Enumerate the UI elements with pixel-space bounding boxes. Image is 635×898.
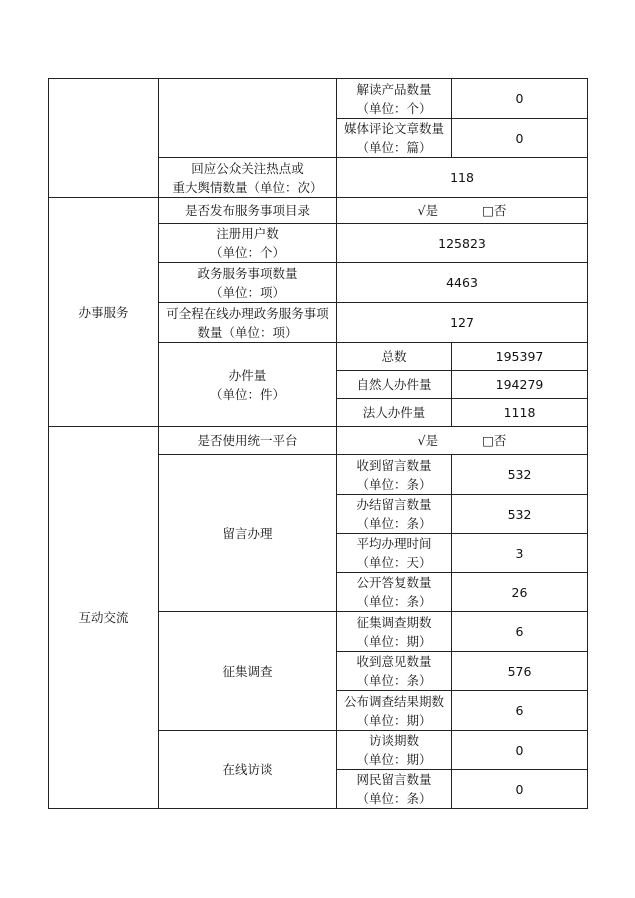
cell-label: 公布调查结果期数 （单位：期）: [337, 691, 452, 731]
section-banshi: 办事服务: [49, 198, 159, 427]
statistics-table: [48, 78, 588, 809]
cell-value: 195397: [452, 343, 588, 371]
cell-value: 532: [452, 495, 588, 534]
cell-label: 办结留言数量 （单位：条）: [337, 495, 452, 534]
checkbox-cell: [337, 198, 588, 224]
section-hudong: 互动交流: [49, 427, 159, 809]
cell-value: 4463: [337, 263, 588, 303]
cell-label: 媒体评论文章数量 （单位：篇）: [337, 119, 452, 158]
cell-label: 是否发布服务事项目录: [159, 198, 337, 224]
group-fangtan: 在线访谈: [159, 731, 337, 809]
cell-value: 26: [452, 573, 588, 612]
cell-label: 办件量 （单位：件）: [159, 343, 337, 427]
cell-label: 平均办理时间 （单位：天）: [337, 534, 452, 573]
group-zhengji: 征集调查: [159, 612, 337, 731]
no-checkbox: □否: [482, 203, 507, 218]
checkbox-cell: [337, 427, 588, 455]
cell-label: 公开答复数量 （单位：条）: [337, 573, 452, 612]
cell-value: 532: [452, 455, 588, 495]
blank-group-cell: [159, 79, 337, 158]
cell-label: 是否使用统一平台: [159, 427, 337, 455]
cell-value: 125823: [337, 224, 588, 263]
cell-value: 0: [452, 731, 588, 770]
cell-label: 收到意见数量 （单位：条）: [337, 652, 452, 691]
cell-value: 3: [452, 534, 588, 573]
cell-label: 解读产品数量 （单位：个）: [337, 79, 452, 119]
blank-section-cell: [49, 79, 159, 198]
cell-label: 自然人办件量: [337, 371, 452, 399]
cell-value: 127: [337, 303, 588, 343]
cell-label: 法人办件量: [337, 399, 452, 427]
table-row: [49, 198, 588, 224]
cell-label: 回应公众关注热点或 重大舆情数量（单位：次）: [159, 158, 337, 198]
cell-label: 网民留言数量 （单位：条）: [337, 770, 452, 809]
cell-value: 0: [452, 119, 588, 158]
cell-value: 576: [452, 652, 588, 691]
cell-label: 收到留言数量 （单位：条）: [337, 455, 452, 495]
table-row: [49, 79, 588, 119]
cell-value: 194279: [452, 371, 588, 399]
group-liuyan: 留言办理: [159, 455, 337, 612]
cell-label: 访谈期数 （单位：期）: [337, 731, 452, 770]
no-checkbox: □否: [482, 433, 507, 448]
cell-value: 6: [452, 691, 588, 731]
cell-value: 0: [452, 770, 588, 809]
cell-label: 政务服务事项数量 （单位：项）: [159, 263, 337, 303]
table-row: [49, 427, 588, 455]
cell-label: 征集调查期数 （单位：期）: [337, 612, 452, 652]
yes-checkbox: √是: [417, 203, 439, 218]
cell-value: 1118: [452, 399, 588, 427]
cell-label: 可全程在线办理政务服务事项 数量（单位：项）: [159, 303, 337, 343]
cell-value: 0: [452, 79, 588, 119]
cell-value: 118: [337, 158, 588, 198]
cell-label: 总数: [337, 343, 452, 371]
cell-label: 注册用户数 （单位：个）: [159, 224, 337, 263]
yes-checkbox: √是: [417, 433, 439, 448]
cell-value: 6: [452, 612, 588, 652]
